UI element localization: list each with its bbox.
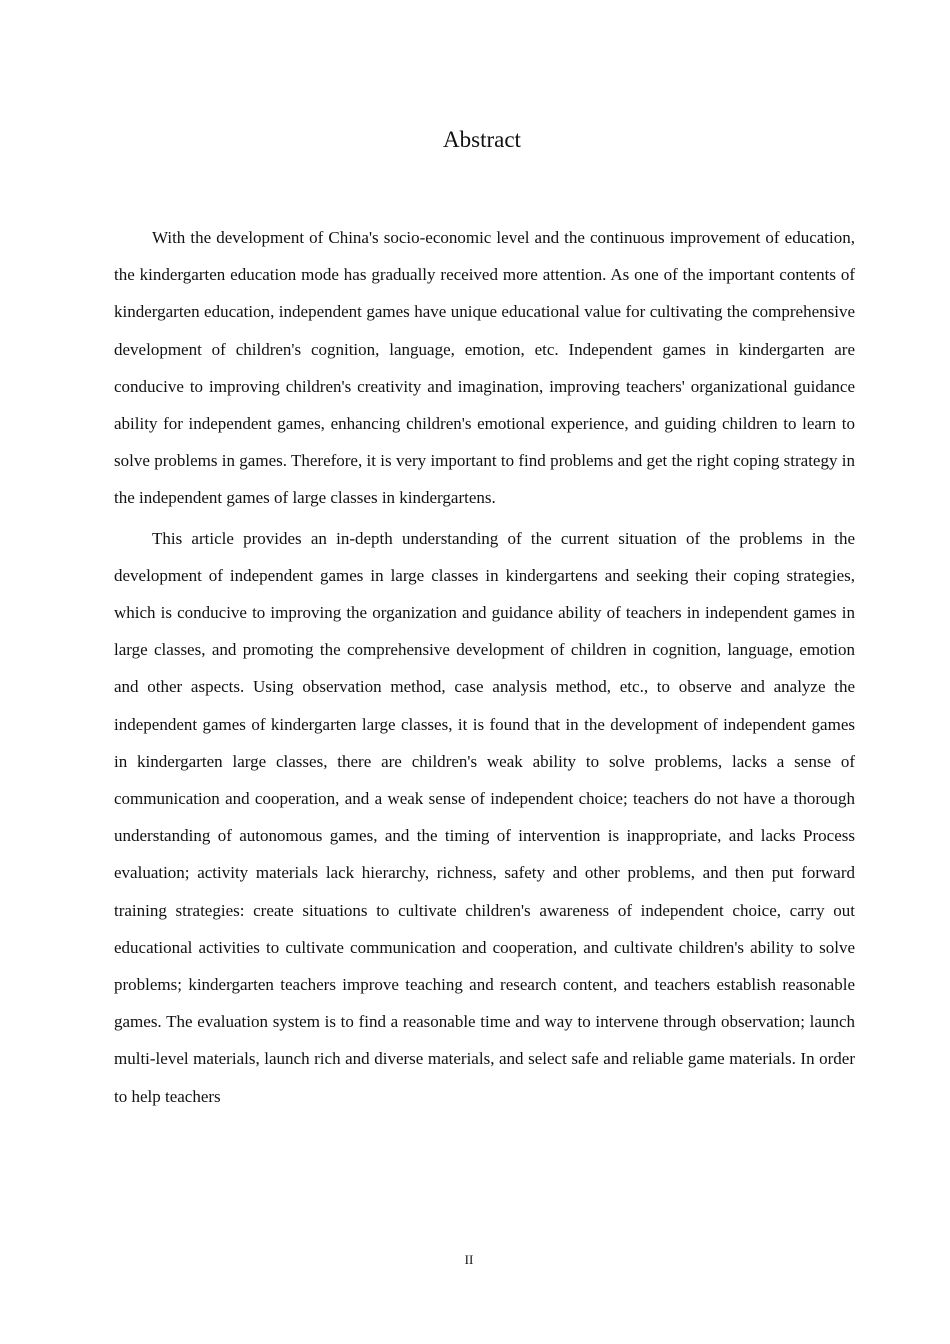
abstract-paragraph-1: With the development of China's socio-economic level and the continuous improvement of education, the kindergarten education mode has gradually received more attention. As one of the important contents of kindergarten education, independent games have unique educational value for cultivating the comprehensive development of children's cognition, language, emotion, etc. Independent games in kindergarten are conducive to improving children's creativity and imagination, improving teachers' organizational guidance ability for independent games, enhancing children's emotional experience, and guiding children to learn to solve problems in games. Therefore, it is very important to find problems and get the right coping strategy in the independent games of large classes in kindergartens.: [114, 228, 855, 508]
abstract-body: [114, 219, 855, 1115]
abstract-paragraph-2: This article provides an in-depth understanding of the current situation of the problems in the development of independent games in large classes in kindergartens and seeking their coping strategies, which is conducive to improving the organization and guidance ability of teachers in independent games in large classes, and promoting the comprehensive development of children in cognition, language, emotion and other aspects. Using observation method, case analysis method, etc., to observe and analyze the independent games of kindergarten large classes, it is found that in the development of independent games in kindergarten large classes, there are children's weak ability to solve problems, lacks a sense of communication and cooperation, and a weak sense of independent choice; teachers do not have a thorough understanding of autonomous games, and the timing of intervention is inappropriate, and lacks Process evaluation; activity materials lack hierarchy, richness, safety and other problems, and then put forward training strategies: create situations to cultivate children's awareness of independent choice, carry out educational activities to cultivate communication and cooperation, and cultivate children's ability to solve problems; kindergarten teachers improve teaching and research content, and teachers establish reasonable games. The evaluation system is to find a reasonable time and way to intervene through observation; launch multi-level materials, launch rich and diverse materials, and select safe and reliable game materials. In order to help teachers: [114, 528, 855, 1106]
abstract-title: Abstract: [443, 127, 521, 152]
page-number: II: [464, 1252, 474, 1267]
